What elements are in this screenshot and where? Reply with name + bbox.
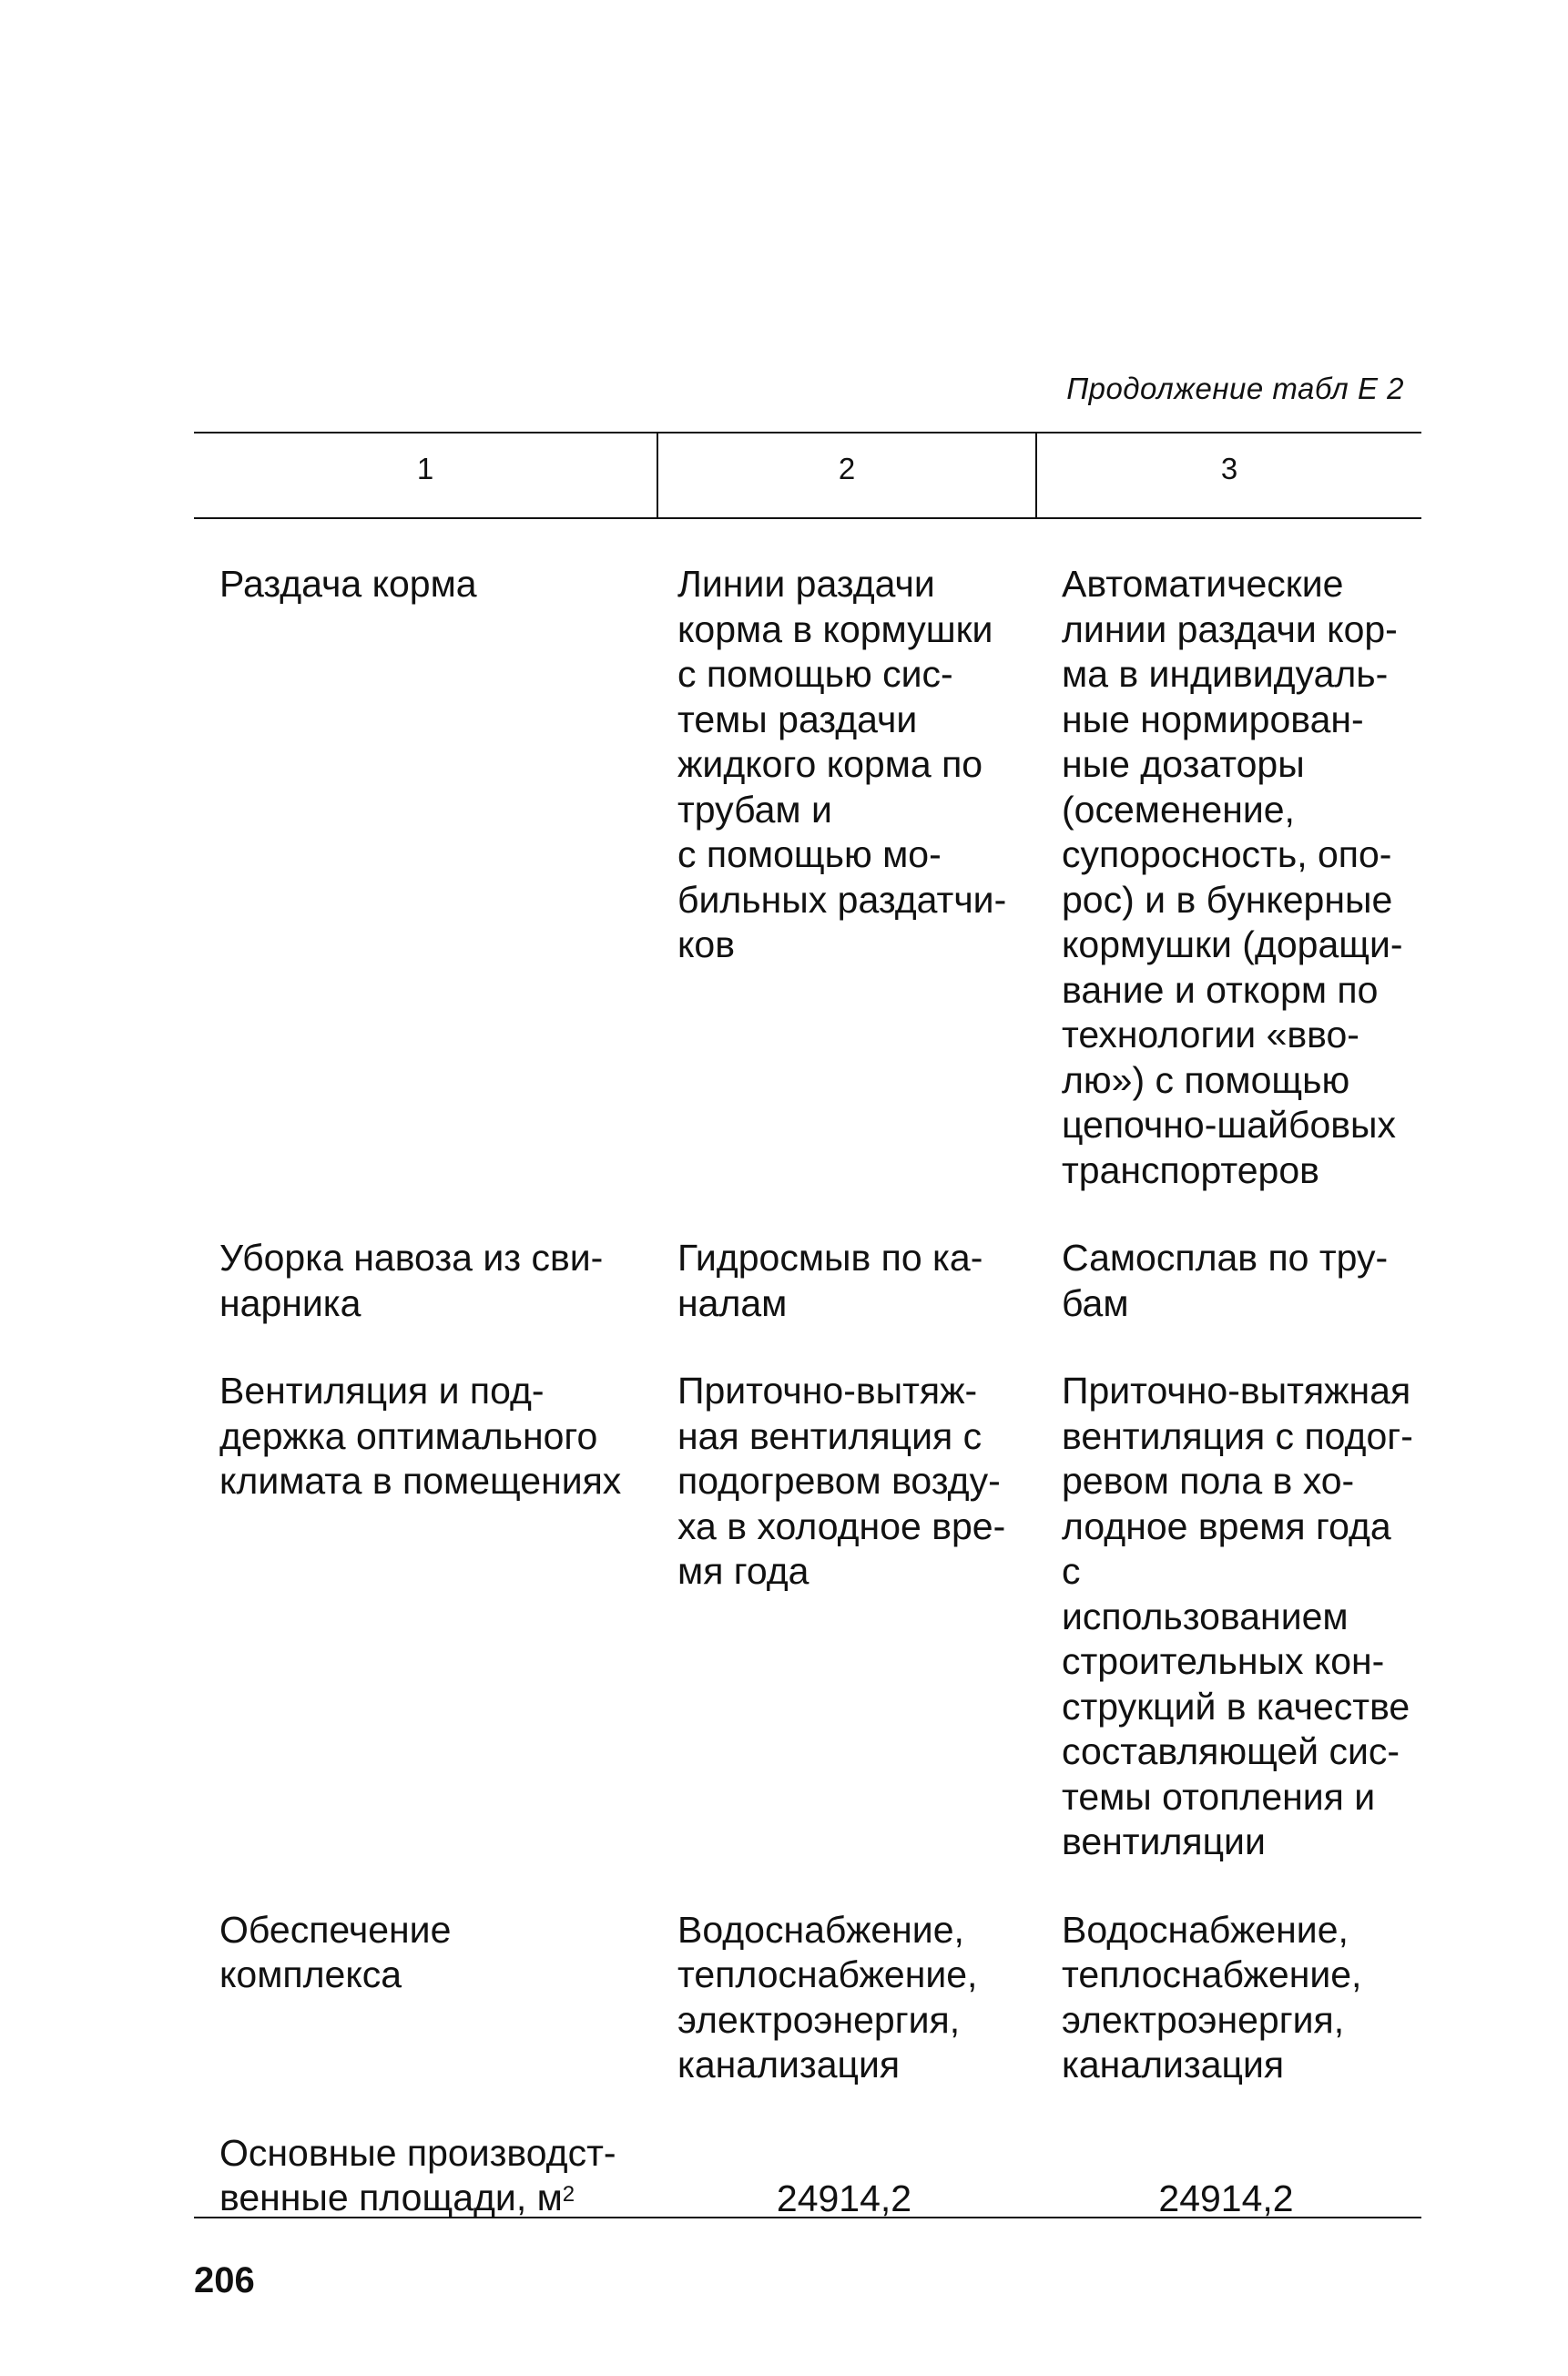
variant-2-cell: Водоснабжение, теплоснабжение, электроэнергия, канализация bbox=[677, 1908, 978, 2085]
column-number-row bbox=[194, 433, 1421, 518]
row-label: Уборка навоза из сви- нарника bbox=[219, 1237, 604, 1324]
column-number-2: 2 bbox=[657, 433, 1036, 518]
variant-2-cell: Линии раздачи корма в кормушки с помощью сис- темы раздачи жидкого корма по трубам и с помощью мо- бильных раздатчи- ков bbox=[677, 563, 1007, 965]
comparison-table bbox=[194, 432, 1421, 2221]
table-row-feed-distribution bbox=[194, 562, 1421, 1193]
row-label: Основные производст- венные площади, $м^2$ bbox=[219, 2131, 616, 2218]
row-label: Обеспечение комплекса bbox=[219, 1908, 452, 1995]
variant-3-cell: Приточно-вытяжная вентиляция с подог- ревом пола в хо- лодное время года с использованием строительных кон- струкций в качестве составляющей сис- темы отопления и вентиляции bbox=[1062, 1370, 1413, 1862]
variant-3-cell: Водоснабжение, теплоснабжение, электроэнергия, канализация bbox=[1062, 1908, 1362, 2085]
table-row-utilities bbox=[194, 1908, 1421, 2088]
table-row-production-area bbox=[194, 2131, 1421, 2222]
variant-2-cell: Приточно-вытяж- ная вентиляция с подогревом возду- ха в холодное вре- мя года bbox=[677, 1370, 1006, 1592]
variant-3-cell: Самосплав по тру- бам bbox=[1062, 1237, 1389, 1324]
variant-3-cell: Автоматические линии раздачи кор- ма в индивидуаль- ные нормирован- ные дозаторы (осеменение, супоросность, опо- рос) и в бункерные кормушки (доращи- вание и откорм по технологии «вво- лю») с помощью цепочно-шайбовых транспортеров bbox=[1062, 563, 1403, 1191]
table-continuation-label: Продолжение табл Е 2 bbox=[1066, 372, 1404, 405]
column-number-1: 1 bbox=[194, 433, 657, 518]
area-unit-superscript: 2 bbox=[562, 2182, 575, 2207]
variant-2-area-value: 24914,2 bbox=[776, 2177, 912, 2219]
variant-2-cell: Гидросмыв по ка- налам bbox=[677, 1237, 983, 1324]
page-number: 206 bbox=[194, 2260, 255, 2300]
row-label: Раздача корма bbox=[219, 563, 477, 605]
table-row-manure-removal bbox=[194, 1236, 1421, 1326]
row-label: Вентиляция и под- держка оптимального климата в помещениях bbox=[219, 1370, 622, 1502]
table-row-ventilation bbox=[194, 1369, 1421, 1865]
column-number-3: 3 bbox=[1036, 433, 1421, 518]
footer-rule bbox=[194, 2217, 1421, 2218]
variant-3-area-value: 24914,2 bbox=[1158, 2177, 1294, 2219]
